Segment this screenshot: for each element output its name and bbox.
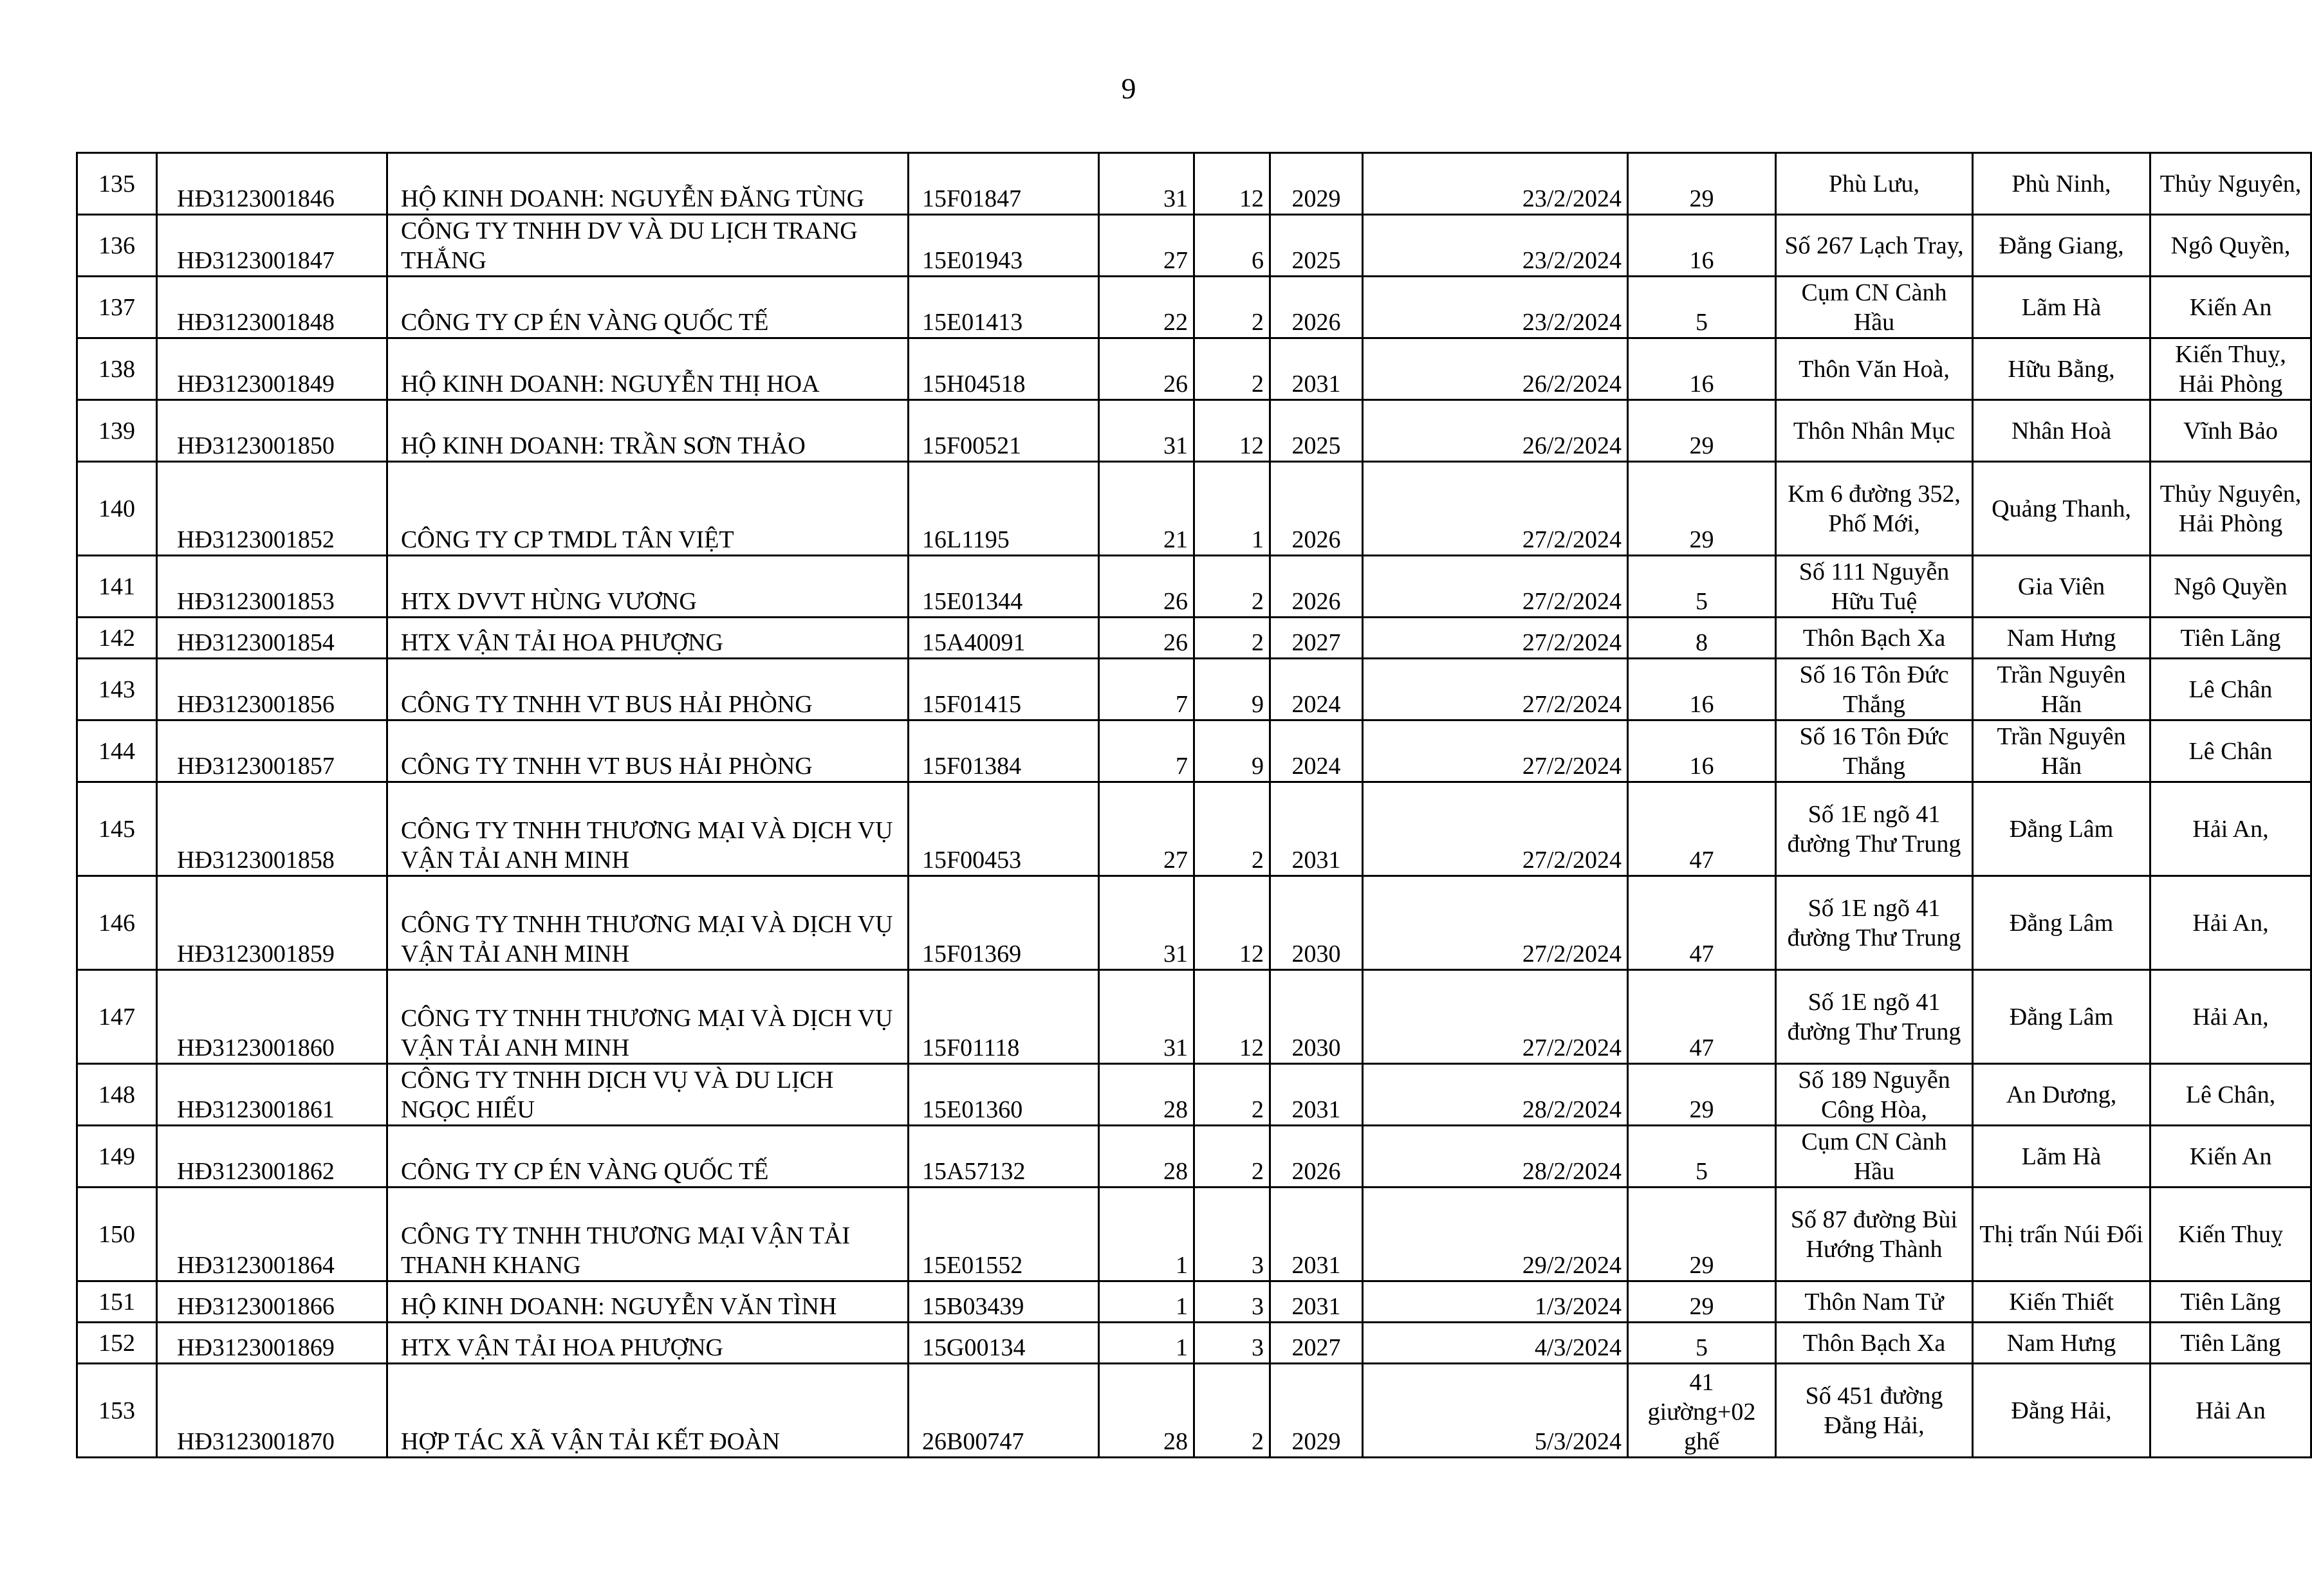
value-a-cell: 28 [1099, 1064, 1194, 1126]
value-b-cell: 12 [1194, 876, 1270, 970]
value-a-cell: 1 [1099, 1188, 1194, 1281]
license-plate-cell: 15H04518 [909, 338, 1099, 400]
value-a-cell: 31 [1099, 876, 1194, 970]
contract-code-cell: HĐ3123001854 [157, 618, 387, 659]
address-cell: Thôn Bạch Xa [1776, 618, 1973, 659]
district-cell: Ngô Quyền [2150, 556, 2311, 618]
value-a-cell: 26 [1099, 556, 1194, 618]
district-cell: Kiến Thuỵ, Hải Phòng [2150, 338, 2311, 400]
row-number-cell: 136 [77, 215, 157, 277]
contract-code-cell: HĐ3123001846 [157, 153, 387, 215]
value-a-cell: 21 [1099, 462, 1194, 556]
license-plate-cell: 15E01344 [909, 556, 1099, 618]
row-number-cell: 141 [77, 556, 157, 618]
district-cell: Vĩnh Bảo [2150, 400, 2311, 462]
business-name-cell: HTX VẬN TẢI HOA PHƯỢNG [387, 1323, 909, 1364]
value-a-cell: 1 [1099, 1281, 1194, 1323]
table-row [77, 338, 2311, 400]
district-cell: Tiên Lãng [2150, 1323, 2311, 1364]
value-b-cell: 3 [1194, 1188, 1270, 1281]
address-cell: Số 189 Nguyễn Công Hòa, [1776, 1064, 1973, 1126]
ward-cell: Hữu Bằng, [1973, 338, 2150, 400]
issue-date-cell: 26/2/2024 [1363, 400, 1628, 462]
license-plate-cell: 15F01369 [909, 876, 1099, 970]
row-number-cell: 143 [77, 659, 157, 720]
expiry-year-cell: 2031 [1270, 1188, 1363, 1281]
value-b-cell: 12 [1194, 153, 1270, 215]
address-cell: Số 451 đường Đằng Hải, [1776, 1364, 1973, 1458]
registration-table [76, 152, 2312, 1458]
issue-date-cell: 27/2/2024 [1363, 618, 1628, 659]
row-number-cell: 145 [77, 782, 157, 876]
license-plate-cell: 15G00134 [909, 1323, 1099, 1364]
value-a-cell: 1 [1099, 1323, 1194, 1364]
license-plate-cell: 15F00453 [909, 782, 1099, 876]
business-name-cell: CÔNG TY TNHH THƯƠNG MẠI VẬN TẢI THANH KHANG [387, 1188, 909, 1281]
seat-count-cell: 29 [1628, 1281, 1776, 1323]
ward-cell: Kiến Thiết [1973, 1281, 2150, 1323]
contract-code-cell: HĐ3123001861 [157, 1064, 387, 1126]
expiry-year-cell: 2030 [1270, 876, 1363, 970]
contract-code-cell: HĐ3123001850 [157, 400, 387, 462]
seat-count-cell: 47 [1628, 876, 1776, 970]
value-a-cell: 28 [1099, 1126, 1194, 1188]
ward-cell: Trần Nguyên Hãn [1973, 720, 2150, 782]
table-row [77, 876, 2311, 970]
issue-date-cell: 1/3/2024 [1363, 1281, 1628, 1323]
ward-cell: Thị trấn Núi Đối [1973, 1188, 2150, 1281]
issue-date-cell: 4/3/2024 [1363, 1323, 1628, 1364]
address-cell: Số 87 đường Bùi Hướng Thành [1776, 1188, 1973, 1281]
seat-count-cell: 41 giường+02 ghế [1628, 1364, 1776, 1458]
table-row [77, 556, 2311, 618]
row-number-cell: 138 [77, 338, 157, 400]
value-b-cell: 2 [1194, 1064, 1270, 1126]
row-number-cell: 153 [77, 1364, 157, 1458]
seat-count-cell: 47 [1628, 970, 1776, 1064]
value-a-cell: 7 [1099, 659, 1194, 720]
issue-date-cell: 27/2/2024 [1363, 970, 1628, 1064]
contract-code-cell: HĐ3123001856 [157, 659, 387, 720]
expiry-year-cell: 2026 [1270, 462, 1363, 556]
business-name-cell: CÔNG TY TNHH DỊCH VỤ VÀ DU LỊCH NGỌC HIẾU [387, 1064, 909, 1126]
row-number-cell: 148 [77, 1064, 157, 1126]
district-cell: Hải An, [2150, 782, 2311, 876]
district-cell: Tiên Lãng [2150, 618, 2311, 659]
value-b-cell: 2 [1194, 338, 1270, 400]
issue-date-cell: 27/2/2024 [1363, 720, 1628, 782]
address-cell: Thôn Văn Hoà, [1776, 338, 1973, 400]
license-plate-cell: 15F00521 [909, 400, 1099, 462]
value-b-cell: 3 [1194, 1323, 1270, 1364]
value-a-cell: 22 [1099, 277, 1194, 338]
contract-code-cell: HĐ3123001860 [157, 970, 387, 1064]
value-a-cell: 31 [1099, 153, 1194, 215]
value-a-cell: 27 [1099, 782, 1194, 876]
business-name-cell: CÔNG TY CP ÉN VÀNG QUỐC TẾ [387, 277, 909, 338]
row-number-cell: 137 [77, 277, 157, 338]
contract-code-cell: HĐ3123001849 [157, 338, 387, 400]
table-row [77, 970, 2311, 1064]
expiry-year-cell: 2027 [1270, 1323, 1363, 1364]
contract-code-cell: HĐ3123001870 [157, 1364, 387, 1458]
table-row [77, 1323, 2311, 1364]
address-cell: Số 1E ngõ 41 đường Thư Trung [1776, 782, 1973, 876]
contract-code-cell: HĐ3123001862 [157, 1126, 387, 1188]
expiry-year-cell: 2025 [1270, 215, 1363, 277]
value-a-cell: 7 [1099, 720, 1194, 782]
table-body [77, 153, 2311, 1458]
ward-cell: Nhân Hoà [1973, 400, 2150, 462]
row-number-cell: 149 [77, 1126, 157, 1188]
contract-code-cell: HĐ3123001869 [157, 1323, 387, 1364]
expiry-year-cell: 2030 [1270, 970, 1363, 1064]
issue-date-cell: 28/2/2024 [1363, 1064, 1628, 1126]
row-number-cell: 150 [77, 1188, 157, 1281]
expiry-year-cell: 2026 [1270, 277, 1363, 338]
table-row [77, 1281, 2311, 1323]
issue-date-cell: 27/2/2024 [1363, 462, 1628, 556]
business-name-cell: HỢP TÁC XÃ VẬN TẢI KẾT ĐOÀN [387, 1364, 909, 1458]
ward-cell: Đằng Hải, [1973, 1364, 2150, 1458]
license-plate-cell: 15F01118 [909, 970, 1099, 1064]
license-plate-cell: 15F01415 [909, 659, 1099, 720]
expiry-year-cell: 2029 [1270, 153, 1363, 215]
seat-count-cell: 16 [1628, 338, 1776, 400]
address-cell: Số 16 Tôn Đức Thắng [1776, 659, 1973, 720]
page-number: 9 [1121, 72, 1136, 105]
address-cell: Thôn Nhân Mục [1776, 400, 1973, 462]
value-a-cell: 27 [1099, 215, 1194, 277]
business-name-cell: HỘ KINH DOANH: TRẦN SƠN THẢO [387, 400, 909, 462]
value-b-cell: 6 [1194, 215, 1270, 277]
address-cell: Thôn Nam Tử [1776, 1281, 1973, 1323]
table-row [77, 277, 2311, 338]
issue-date-cell: 27/2/2024 [1363, 782, 1628, 876]
expiry-year-cell: 2031 [1270, 338, 1363, 400]
license-plate-cell: 15B03439 [909, 1281, 1099, 1323]
contract-code-cell: HĐ3123001866 [157, 1281, 387, 1323]
license-plate-cell: 15F01384 [909, 720, 1099, 782]
value-a-cell: 26 [1099, 618, 1194, 659]
table-row [77, 659, 2311, 720]
row-number-cell: 142 [77, 618, 157, 659]
seat-count-cell: 29 [1628, 1064, 1776, 1126]
seat-count-cell: 29 [1628, 1188, 1776, 1281]
row-number-cell: 144 [77, 720, 157, 782]
ward-cell: Nam Hưng [1973, 618, 2150, 659]
business-name-cell: HỘ KINH DOANH: NGUYỄN ĐĂNG TÙNG [387, 153, 909, 215]
ward-cell: Phù Ninh, [1973, 153, 2150, 215]
ward-cell: Đằng Lâm [1973, 970, 2150, 1064]
business-name-cell: HTX DVVT HÙNG VƯƠNG [387, 556, 909, 618]
expiry-year-cell: 2025 [1270, 400, 1363, 462]
value-b-cell: 12 [1194, 400, 1270, 462]
contract-code-cell: HĐ3123001852 [157, 462, 387, 556]
value-b-cell: 2 [1194, 1364, 1270, 1458]
expiry-year-cell: 2026 [1270, 556, 1363, 618]
license-plate-cell: 15E01360 [909, 1064, 1099, 1126]
district-cell: Kiến An [2150, 1126, 2311, 1188]
table-row [77, 462, 2311, 556]
row-number-cell: 151 [77, 1281, 157, 1323]
district-cell: Ngô Quyền, [2150, 215, 2311, 277]
address-cell: Số 1E ngõ 41 đường Thư Trung [1776, 876, 1973, 970]
table-row [77, 1064, 2311, 1126]
address-cell: Số 267 Lạch Tray, [1776, 215, 1973, 277]
contract-code-cell: HĐ3123001847 [157, 215, 387, 277]
seat-count-cell: 16 [1628, 720, 1776, 782]
issue-date-cell: 27/2/2024 [1363, 556, 1628, 618]
ward-cell: Đằng Lâm [1973, 876, 2150, 970]
issue-date-cell: 5/3/2024 [1363, 1364, 1628, 1458]
license-plate-cell: 15E01552 [909, 1188, 1099, 1281]
expiry-year-cell: 2024 [1270, 720, 1363, 782]
ward-cell: Gia Viên [1973, 556, 2150, 618]
row-number-cell: 139 [77, 400, 157, 462]
business-name-cell: CÔNG TY CP TMDL TÂN VIỆT [387, 462, 909, 556]
issue-date-cell: 29/2/2024 [1363, 1188, 1628, 1281]
table-row [77, 720, 2311, 782]
issue-date-cell: 27/2/2024 [1363, 659, 1628, 720]
table-row [77, 400, 2311, 462]
table-row [77, 618, 2311, 659]
business-name-cell: CÔNG TY TNHH DV VÀ DU LỊCH TRANG THẮNG [387, 215, 909, 277]
business-name-cell: CÔNG TY TNHH VT BUS HẢI PHÒNG [387, 720, 909, 782]
seat-count-cell: 8 [1628, 618, 1776, 659]
issue-date-cell: 23/2/2024 [1363, 215, 1628, 277]
value-b-cell: 12 [1194, 970, 1270, 1064]
license-plate-cell: 15F01847 [909, 153, 1099, 215]
contract-code-cell: HĐ3123001848 [157, 277, 387, 338]
expiry-year-cell: 2029 [1270, 1364, 1363, 1458]
district-cell: Thủy Nguyên, Hải Phòng [2150, 462, 2311, 556]
seat-count-cell: 47 [1628, 782, 1776, 876]
value-b-cell: 9 [1194, 720, 1270, 782]
issue-date-cell: 23/2/2024 [1363, 153, 1628, 215]
contract-code-cell: HĐ3123001858 [157, 782, 387, 876]
value-b-cell: 9 [1194, 659, 1270, 720]
address-cell: Cụm CN Cành Hầu [1776, 277, 1973, 338]
contract-code-cell: HĐ3123001853 [157, 556, 387, 618]
seat-count-cell: 16 [1628, 659, 1776, 720]
license-plate-cell: 15A57132 [909, 1126, 1099, 1188]
address-cell: Thôn Bạch Xa [1776, 1323, 1973, 1364]
district-cell: Lê Chân, [2150, 1064, 2311, 1126]
seat-count-cell: 29 [1628, 153, 1776, 215]
ward-cell: Lãm Hà [1973, 1126, 2150, 1188]
value-a-cell: 28 [1099, 1364, 1194, 1458]
value-b-cell: 1 [1194, 462, 1270, 556]
row-number-cell: 135 [77, 153, 157, 215]
business-name-cell: CÔNG TY TNHH THƯƠNG MẠI VÀ DỊCH VỤ VẬN TẢI ANH MINH [387, 970, 909, 1064]
ward-cell: Lãm Hà [1973, 277, 2150, 338]
seat-count-cell: 29 [1628, 462, 1776, 556]
table-row [77, 1364, 2311, 1458]
address-cell: Cụm CN Cành Hầu [1776, 1126, 1973, 1188]
ward-cell: Nam Hưng [1973, 1323, 2150, 1364]
seat-count-cell: 5 [1628, 556, 1776, 618]
issue-date-cell: 23/2/2024 [1363, 277, 1628, 338]
value-b-cell: 2 [1194, 1126, 1270, 1188]
license-plate-cell: 15E01943 [909, 215, 1099, 277]
district-cell: Kiến An [2150, 277, 2311, 338]
contract-code-cell: HĐ3123001859 [157, 876, 387, 970]
business-name-cell: HỘ KINH DOANH: NGUYỄN VĂN TÌNH [387, 1281, 909, 1323]
issue-date-cell: 27/2/2024 [1363, 876, 1628, 970]
expiry-year-cell: 2031 [1270, 1064, 1363, 1126]
seat-count-cell: 16 [1628, 215, 1776, 277]
table-row [77, 153, 2311, 215]
license-plate-cell: 15A40091 [909, 618, 1099, 659]
address-cell: Km 6 đường 352, Phố Mới, [1776, 462, 1973, 556]
row-number-cell: 146 [77, 876, 157, 970]
license-plate-cell: 26B00747 [909, 1364, 1099, 1458]
address-cell: Số 16 Tôn Đức Thắng [1776, 720, 1973, 782]
expiry-year-cell: 2026 [1270, 1126, 1363, 1188]
address-cell: Số 111 Nguyễn Hữu Tuệ [1776, 556, 1973, 618]
district-cell: Tiên Lãng [2150, 1281, 2311, 1323]
value-a-cell: 31 [1099, 970, 1194, 1064]
issue-date-cell: 26/2/2024 [1363, 338, 1628, 400]
ward-cell: Đằng Lâm [1973, 782, 2150, 876]
value-b-cell: 2 [1194, 782, 1270, 876]
address-cell: Số 1E ngõ 41 đường Thư Trung [1776, 970, 1973, 1064]
license-plate-cell: 15E01413 [909, 277, 1099, 338]
table-row [77, 782, 2311, 876]
business-name-cell: HTX VẬN TẢI HOA PHƯỢNG [387, 618, 909, 659]
row-number-cell: 147 [77, 970, 157, 1064]
value-b-cell: 2 [1194, 277, 1270, 338]
district-cell: Lê Chân [2150, 720, 2311, 782]
district-cell: Kiến Thuỵ [2150, 1188, 2311, 1281]
value-a-cell: 26 [1099, 338, 1194, 400]
business-name-cell: HỘ KINH DOANH: NGUYỄN THỊ HOA [387, 338, 909, 400]
ward-cell: Đằng Giang, [1973, 215, 2150, 277]
district-cell: Thủy Nguyên, [2150, 153, 2311, 215]
issue-date-cell: 28/2/2024 [1363, 1126, 1628, 1188]
contract-code-cell: HĐ3123001864 [157, 1188, 387, 1281]
seat-count-cell: 5 [1628, 1126, 1776, 1188]
business-name-cell: CÔNG TY TNHH VT BUS HẢI PHÒNG [387, 659, 909, 720]
value-b-cell: 2 [1194, 556, 1270, 618]
district-cell: Hải An, [2150, 970, 2311, 1064]
seat-count-cell: 29 [1628, 400, 1776, 462]
row-number-cell: 152 [77, 1323, 157, 1364]
business-name-cell: CÔNG TY TNHH THƯƠNG MẠI VÀ DỊCH VỤ VẬN TẢI ANH MINH [387, 876, 909, 970]
expiry-year-cell: 2031 [1270, 1281, 1363, 1323]
license-plate-cell: 16L1195 [909, 462, 1099, 556]
table-row [77, 1126, 2311, 1188]
business-name-cell: CÔNG TY TNHH THƯƠNG MẠI VÀ DỊCH VỤ VẬN TẢI ANH MINH [387, 782, 909, 876]
value-a-cell: 31 [1099, 400, 1194, 462]
ward-cell: Trần Nguyên Hãn [1973, 659, 2150, 720]
value-b-cell: 2 [1194, 618, 1270, 659]
ward-cell: Quảng Thanh, [1973, 462, 2150, 556]
district-cell: Lê Chân [2150, 659, 2311, 720]
expiry-year-cell: 2027 [1270, 618, 1363, 659]
expiry-year-cell: 2031 [1270, 782, 1363, 876]
district-cell: Hải An [2150, 1364, 2311, 1458]
contract-code-cell: HĐ3123001857 [157, 720, 387, 782]
value-b-cell: 3 [1194, 1281, 1270, 1323]
ward-cell: An Dương, [1973, 1064, 2150, 1126]
business-name-cell: CÔNG TY CP ÉN VÀNG QUỐC TẾ [387, 1126, 909, 1188]
seat-count-cell: 5 [1628, 277, 1776, 338]
address-cell: Phù Lưu, [1776, 153, 1973, 215]
seat-count-cell: 5 [1628, 1323, 1776, 1364]
expiry-year-cell: 2024 [1270, 659, 1363, 720]
table-row [77, 1188, 2311, 1281]
table-row [77, 215, 2311, 277]
row-number-cell: 140 [77, 462, 157, 556]
district-cell: Hải An, [2150, 876, 2311, 970]
